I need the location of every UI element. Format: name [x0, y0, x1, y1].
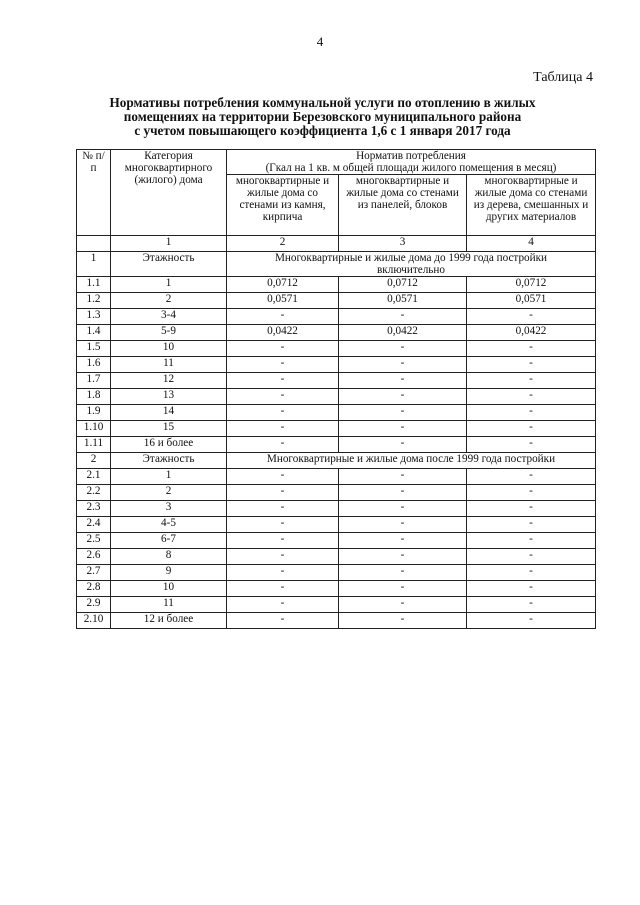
row-category: 3-4 [111, 309, 227, 325]
col-num: 4 [467, 236, 596, 252]
row-value: - [467, 309, 596, 325]
section-num: 2 [77, 453, 111, 469]
row-value: - [467, 421, 596, 437]
row-num: 2.3 [77, 501, 111, 517]
row-value: - [227, 549, 339, 565]
section-category: Этажность [111, 252, 227, 277]
section-row [77, 252, 596, 277]
row-value: - [467, 501, 596, 517]
row-value: 0,0571 [467, 293, 596, 309]
row-num: 1.9 [77, 405, 111, 421]
row-category: 8 [111, 549, 227, 565]
row-value: - [339, 549, 467, 565]
row-value: - [227, 341, 339, 357]
row-value: - [467, 341, 596, 357]
table-row [77, 437, 596, 453]
row-num: 1.1 [77, 277, 111, 293]
row-num: 2.2 [77, 485, 111, 501]
row-num: 1.5 [77, 341, 111, 357]
row-category: 9 [111, 565, 227, 581]
row-value: - [467, 613, 596, 629]
row-category: 11 [111, 597, 227, 613]
row-value: - [227, 581, 339, 597]
header-num: № п/п [77, 150, 111, 236]
title-line: помещениях на территории Березовского муниципального района [123, 109, 522, 124]
row-value: 0,0712 [339, 277, 467, 293]
header-col-wood: многоквартирные и жилые дома со стенами из дерева, смешанных и других материалов [467, 175, 596, 236]
table-row [77, 309, 596, 325]
row-value: - [227, 485, 339, 501]
header-norm-title: Норматив потребления [356, 150, 466, 162]
row-value: - [339, 485, 467, 501]
table-row [77, 277, 596, 293]
row-value: - [339, 533, 467, 549]
table-row [77, 293, 596, 309]
row-value: - [227, 421, 339, 437]
table-row [77, 357, 596, 373]
table-row [77, 389, 596, 405]
row-value: - [227, 389, 339, 405]
row-value: 0,0712 [227, 277, 339, 293]
row-value: - [467, 565, 596, 581]
row-value: - [467, 549, 596, 565]
row-value: - [339, 421, 467, 437]
table-row [77, 501, 596, 517]
row-value: - [227, 613, 339, 629]
row-value: - [467, 485, 596, 501]
row-value: - [339, 357, 467, 373]
section-row [77, 453, 596, 469]
header-row [77, 150, 596, 175]
header-norm [227, 150, 596, 175]
table-row [77, 597, 596, 613]
row-category: 5-9 [111, 325, 227, 341]
row-value: - [227, 533, 339, 549]
col-num-blank [77, 236, 111, 252]
title-line: с учетом повышающего коэффициента 1,6 с 1 января 2017 года [134, 123, 511, 138]
col-num: 1 [111, 236, 227, 252]
row-value: - [227, 405, 339, 421]
table-row [77, 581, 596, 597]
row-category: 4-5 [111, 517, 227, 533]
row-value: - [467, 581, 596, 597]
row-num: 1.3 [77, 309, 111, 325]
row-category: 12 и более [111, 613, 227, 629]
row-category: 3 [111, 501, 227, 517]
row-num: 1.6 [77, 357, 111, 373]
col-num: 3 [339, 236, 467, 252]
row-num: 2.4 [77, 517, 111, 533]
table-label: Таблица 4 [533, 70, 593, 85]
row-value: - [227, 517, 339, 533]
table-row [77, 421, 596, 437]
table-row [77, 405, 596, 421]
title-line: Нормативы потребления коммунальной услуги по отоплению в жилых [109, 95, 536, 110]
row-num: 2.6 [77, 549, 111, 565]
table-row [77, 565, 596, 581]
row-num: 1.11 [77, 437, 111, 453]
col-num: 2 [227, 236, 339, 252]
header-category: Категория многоквартирного (жилого) дома [111, 150, 227, 236]
row-value: - [467, 517, 596, 533]
row-value: - [467, 469, 596, 485]
row-value: 0,0712 [467, 277, 596, 293]
row-value: - [339, 581, 467, 597]
row-num: 2.1 [77, 469, 111, 485]
table-row [77, 469, 596, 485]
row-value: - [227, 597, 339, 613]
row-num: 2.5 [77, 533, 111, 549]
header-col-stone: многоквартирные и жилые дома со стенами из камня, кирпича [227, 175, 339, 236]
row-category: 13 [111, 389, 227, 405]
row-value: 0,0422 [227, 325, 339, 341]
row-category: 11 [111, 357, 227, 373]
section-num: 1 [77, 252, 111, 277]
section-label: Многоквартирные и жилые дома после 1999 года постройки [227, 453, 596, 469]
row-category: 16 и более [111, 437, 227, 453]
row-value: - [467, 389, 596, 405]
row-value: 0,0571 [339, 293, 467, 309]
row-value: - [339, 437, 467, 453]
row-value: - [227, 437, 339, 453]
row-value: - [467, 373, 596, 389]
table-row [77, 533, 596, 549]
row-num: 1.2 [77, 293, 111, 309]
row-num: 1.4 [77, 325, 111, 341]
row-value: - [339, 405, 467, 421]
row-value: 0,0422 [467, 325, 596, 341]
row-value: - [339, 501, 467, 517]
row-value: - [339, 517, 467, 533]
header-col-panel: многоквартирные и жилые дома со стенами из панелей, блоков [339, 175, 467, 236]
row-value: 0,0571 [227, 293, 339, 309]
table-row [77, 517, 596, 533]
row-value: - [227, 565, 339, 581]
row-value: - [339, 613, 467, 629]
norms-table [76, 149, 596, 629]
row-value: - [339, 309, 467, 325]
table-row [77, 325, 596, 341]
row-value: - [339, 469, 467, 485]
row-value: - [339, 597, 467, 613]
row-category: 14 [111, 405, 227, 421]
row-value: - [467, 437, 596, 453]
row-category: 12 [111, 373, 227, 389]
section-category: Этажность [111, 453, 227, 469]
row-num: 1.10 [77, 421, 111, 437]
table-row [77, 485, 596, 501]
row-num: 1.7 [77, 373, 111, 389]
row-num: 2.8 [77, 581, 111, 597]
section-label: Многоквартирные и жилые дома до 1999 года постройки включительно [227, 252, 596, 277]
row-value: - [467, 405, 596, 421]
document-title [60, 96, 585, 138]
page-number: 4 [316, 34, 324, 49]
row-value: - [467, 597, 596, 613]
table-row [77, 341, 596, 357]
row-num: 2.10 [77, 613, 111, 629]
row-value: - [227, 357, 339, 373]
row-value: - [339, 565, 467, 581]
row-value: - [227, 501, 339, 517]
row-category: 15 [111, 421, 227, 437]
row-category: 1 [111, 469, 227, 485]
row-value: - [339, 373, 467, 389]
row-category: 10 [111, 581, 227, 597]
row-category: 2 [111, 293, 227, 309]
row-value: - [227, 469, 339, 485]
row-value: - [227, 309, 339, 325]
row-category: 6-7 [111, 533, 227, 549]
row-value: - [339, 389, 467, 405]
header-norm-unit: (Гкал на 1 кв. м общей площади жилого помещения в месяц) [265, 162, 557, 174]
row-category: 1 [111, 277, 227, 293]
row-value: - [227, 373, 339, 389]
table-row [77, 549, 596, 565]
row-category: 2 [111, 485, 227, 501]
row-category: 10 [111, 341, 227, 357]
row-value: 0,0422 [339, 325, 467, 341]
column-number-row [77, 236, 596, 252]
table-row [77, 613, 596, 629]
row-num: 2.9 [77, 597, 111, 613]
row-value: - [467, 357, 596, 373]
row-value: - [339, 341, 467, 357]
row-num: 1.8 [77, 389, 111, 405]
row-value: - [467, 533, 596, 549]
row-num: 2.7 [77, 565, 111, 581]
table-row [77, 373, 596, 389]
